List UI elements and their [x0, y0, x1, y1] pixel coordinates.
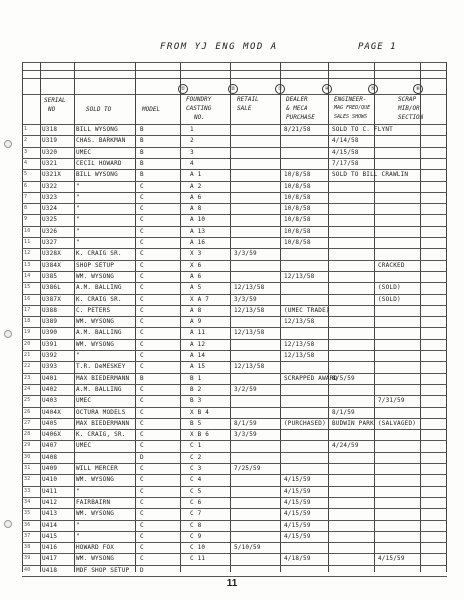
cell-dealer-purchase: 10/8/58: [284, 205, 311, 213]
cell-casting: B 2: [190, 385, 202, 393]
cell-scrap: CRACKED: [378, 261, 405, 269]
cell-serial: U324: [42, 205, 58, 213]
row-number: 31: [24, 465, 31, 471]
cell-dealer-purchase: 4/18/59: [284, 555, 311, 563]
cell-sold-to: ": [76, 521, 80, 529]
row-number: 21: [24, 352, 31, 358]
column-number: ③: [275, 84, 285, 94]
row-number: 34: [24, 498, 31, 505]
header-scrap-mib: MIB/OR: [398, 105, 420, 112]
cell-casting: C 4: [190, 476, 202, 484]
cell-serial: U320: [42, 148, 58, 156]
cell-model: C: [140, 476, 144, 484]
cell-sold-to: OCTURA MODELS: [76, 408, 126, 416]
page-title: FROM YJ ENG MOD A: [160, 42, 278, 52]
cell-model: C: [140, 352, 144, 359]
cell-casting: A 16: [190, 239, 206, 246]
cell-casting: A 10: [190, 216, 206, 224]
cell-model: C: [140, 193, 144, 201]
cell-model: C: [140, 532, 144, 540]
cell-dealer-purchase: 12/13/58: [284, 340, 315, 348]
row-number: 14: [24, 272, 31, 279]
row-number: 19: [24, 329, 31, 336]
cell-sold-to: WILL MERCER: [76, 465, 118, 472]
cell-retail-sale: 3/2/59: [234, 385, 257, 393]
cell-model: C: [140, 329, 144, 337]
cell-casting: C 5: [190, 487, 202, 495]
cell-model: C: [140, 419, 144, 427]
row-number: 9: [24, 216, 28, 223]
row-number: 16: [24, 295, 31, 302]
cell-serial: U414: [42, 521, 58, 529]
cell-sold-to: ": [76, 193, 80, 201]
cell-serial: U390: [42, 329, 58, 337]
cell-sold-to: ": [76, 239, 80, 246]
rule-line: [22, 94, 447, 95]
cell-model: C: [140, 205, 144, 213]
cell-serial: U322: [42, 182, 58, 190]
cell-casting: A 13: [190, 227, 206, 235]
cell-model: C: [140, 408, 144, 416]
cell-engineer: 7/17/58: [332, 159, 359, 167]
cell-serial: U411: [42, 487, 58, 495]
cell-serial: U409: [42, 465, 58, 472]
cell-scrap: (SOLD): [378, 284, 401, 292]
cell-casting: X 6: [190, 261, 202, 269]
cell-casting: A 6: [190, 193, 202, 201]
cell-sold-to: UMEC: [76, 442, 92, 450]
column-number: ④: [322, 84, 332, 94]
row-number: 13: [24, 261, 31, 268]
cell-serial: U319: [42, 137, 58, 145]
cell-casting: X A 7: [190, 295, 210, 303]
cell-model: B: [140, 126, 144, 133]
cell-casting: 3: [190, 148, 194, 156]
cell-retail-sale: 5/10/59: [234, 544, 261, 552]
cell-serial: U325: [42, 216, 58, 224]
cell-model: C: [140, 227, 144, 235]
row-number: 3: [24, 148, 28, 155]
row-number: 36: [24, 521, 31, 528]
cell-casting: A 5: [190, 284, 202, 292]
cell-serial: U412: [42, 498, 58, 506]
cell-model: C: [140, 397, 144, 405]
row-number: 7: [24, 193, 28, 200]
table-row: [0, 565, 464, 578]
cell-retail-sale: 7/25/59: [234, 465, 261, 472]
cell-retail-sale: 8/1/59: [234, 419, 257, 427]
row-number: 12: [24, 250, 31, 257]
cell-model: C: [140, 216, 144, 224]
cell-sold-to: K. CRAIG, SR.: [76, 431, 126, 439]
cell-model: C: [140, 487, 144, 495]
cell-casting: C 8: [190, 521, 202, 529]
cell-dealer-purchase: 12/13/58: [284, 272, 315, 280]
row-number: 11: [24, 239, 31, 245]
cell-retail-sale: 3/3/59: [234, 250, 257, 258]
header-engineer-sales: SALES SHOWS: [334, 114, 368, 120]
cell-casting: C 7: [190, 510, 202, 518]
cell-model: C: [140, 261, 144, 269]
cell-sold-to: A.M. BALLING: [76, 284, 122, 292]
cell-scrap: (SALVAGED): [378, 419, 417, 427]
cell-scrap: (SOLD): [378, 295, 401, 303]
cell-model: C: [140, 340, 144, 348]
row-number: 35: [24, 510, 31, 517]
row-number: 5: [24, 171, 28, 178]
rule-line: [22, 70, 447, 71]
cell-serial: U321: [42, 159, 58, 167]
cell-dealer-purchase: 10/8/58: [284, 171, 311, 179]
cell-sold-to: ": [76, 205, 80, 213]
cell-model: C: [140, 385, 144, 393]
cell-dealer-purchase: (PURCHASED): [284, 419, 326, 427]
cell-casting: A 12: [190, 340, 206, 348]
cell-retail-sale: 12/13/58: [234, 284, 265, 292]
cell-engineer: BUDWIN PARK: [332, 419, 374, 427]
cell-casting: A 1: [190, 171, 202, 179]
cell-sold-to: WM. WYSONG: [76, 318, 115, 326]
cell-sold-to: A.M. BALLING: [76, 329, 122, 337]
cell-model: C: [140, 510, 144, 518]
row-number: 1: [24, 126, 28, 132]
cell-model: C: [140, 555, 144, 563]
cell-scrap: 7/31/59: [378, 397, 405, 405]
cell-serial: U327: [42, 239, 58, 246]
cell-model: C: [140, 498, 144, 506]
cell-model: D: [140, 566, 144, 574]
cell-dealer-purchase: 4/15/59: [284, 487, 311, 495]
header-engineer: ENGINEER-: [334, 96, 367, 103]
cell-sold-to: WM. WYSONG: [76, 555, 115, 563]
cell-sold-to: UMEC: [76, 148, 92, 156]
cell-serial: U407: [42, 442, 58, 450]
cell-model: B: [140, 171, 144, 179]
cell-casting: 4: [190, 159, 194, 167]
cell-casting: A 6: [190, 272, 202, 280]
cell-dealer-purchase: 10/8/58: [284, 182, 311, 190]
cell-sold-to: WM. WYSONG: [76, 476, 115, 484]
row-number: 30: [24, 453, 31, 460]
rule-line: [22, 62, 447, 63]
cell-sold-to: ": [76, 532, 80, 540]
cell-serial: U402: [42, 385, 58, 393]
cell-sold-to: ": [76, 216, 80, 224]
cell-serial: U408: [42, 453, 58, 461]
cell-sold-to: MAX BIEDERMANN: [76, 374, 130, 382]
row-number: 24: [24, 385, 31, 392]
cell-casting: B 5: [190, 419, 202, 427]
cell-dealer-purchase: 8/21/58: [284, 126, 311, 133]
cell-sold-to: C. PETERS: [76, 306, 111, 314]
cell-sold-to: WM. WYSONG: [76, 340, 115, 348]
cell-serial: U404X: [42, 408, 62, 416]
cell-dealer-purchase: 4/15/59: [284, 498, 311, 506]
cell-casting: X 3: [190, 250, 202, 258]
cell-serial: U403: [42, 397, 58, 405]
row-number: 10: [24, 227, 31, 234]
cell-sold-to: T.R. DeMESKEY: [76, 363, 126, 371]
header-model: MODEL: [142, 106, 161, 113]
cell-dealer-purchase: SCRAPPED AWARD: [284, 374, 338, 382]
cell-model: C: [140, 442, 144, 450]
row-number: 4: [24, 159, 28, 166]
cell-casting: A 15: [190, 363, 206, 371]
cell-sold-to: HOWARD FOX: [76, 544, 115, 552]
row-number: 17: [24, 306, 31, 313]
cell-model: C: [140, 250, 144, 258]
row-number: 32: [24, 476, 31, 483]
cell-casting: B 3: [190, 397, 202, 405]
cell-sold-to: BILL WYSONG: [76, 126, 118, 133]
cell-sold-to: K. CRAIG SR.: [76, 250, 122, 258]
cell-model: C: [140, 363, 144, 371]
cell-sold-to: MDF SHOP SETUP: [76, 566, 130, 574]
cell-casting: C 2: [190, 453, 202, 461]
header-dealer: DEALER: [286, 96, 308, 103]
cell-sold-to: CECIL HOWARD: [76, 159, 122, 167]
row-number: 26: [24, 408, 31, 415]
cell-dealer-purchase: 10/8/58: [284, 227, 311, 235]
cell-model: C: [140, 306, 144, 314]
row-number: 33: [24, 487, 31, 494]
cell-serial: U410: [42, 476, 58, 484]
cell-serial: U386L: [42, 284, 62, 292]
cell-dealer-purchase: 12/13/58: [284, 318, 315, 326]
cell-model: C: [140, 272, 144, 280]
cell-retail-sale: 12/13/58: [234, 363, 265, 371]
cell-sold-to: BILL WYSONG: [76, 171, 118, 179]
cell-engineer: 4/15/58: [332, 148, 359, 156]
cell-dealer-purchase: 10/8/58: [284, 239, 311, 246]
cell-serial: U328X: [42, 250, 62, 258]
cell-model: B: [140, 148, 144, 156]
cell-serial: U416: [42, 544, 58, 552]
header-serial-no: NO: [48, 106, 56, 113]
row-number: 39: [24, 555, 31, 562]
cell-serial: U321X: [42, 171, 62, 179]
cell-casting: A 2: [190, 182, 202, 190]
cell-serial: U326: [42, 227, 58, 235]
row-number: 29: [24, 442, 31, 449]
cell-model: B: [140, 137, 144, 145]
cell-casting: C 3: [190, 465, 202, 472]
cell-retail-sale: 3/3/59: [234, 431, 257, 439]
row-number: 38: [24, 544, 31, 551]
cell-dealer-purchase: 4/15/59: [284, 521, 311, 529]
cell-casting: 1: [190, 126, 194, 133]
cell-dealer-purchase: 10/8/58: [284, 216, 311, 224]
cell-casting: C 9: [190, 532, 202, 540]
cell-dealer-purchase: (UMEC TRADE): [284, 306, 330, 314]
cell-sold-to: ": [76, 352, 80, 359]
cell-model: C: [140, 521, 144, 529]
cell-serial: U387X: [42, 295, 62, 303]
cell-model: D: [140, 453, 144, 461]
cell-serial: U405: [42, 419, 58, 427]
cell-engineer: 4/14/58: [332, 137, 359, 145]
cell-dealer-purchase: 4/15/59: [284, 510, 311, 518]
cell-serial: U392: [42, 352, 58, 359]
cell-retail-sale: 12/13/58: [234, 306, 265, 314]
cell-sold-to: ": [76, 227, 80, 235]
rule-line: [22, 78, 447, 79]
cell-serial: U393: [42, 363, 58, 371]
cell-sold-to: WM. WYSONG: [76, 510, 115, 518]
header-dealer-purchase: PURCHASE: [286, 114, 315, 121]
column-number: ①: [178, 84, 188, 94]
cell-sold-to: CHAS. BARKMAN: [76, 137, 126, 145]
row-number: 40: [24, 566, 31, 573]
cell-engineer: 8/5/59: [332, 374, 355, 382]
cell-sold-to: ": [76, 182, 80, 190]
cell-dealer-purchase: 4/15/59: [284, 476, 311, 484]
cell-scrap: 4/15/59: [378, 555, 405, 563]
cell-model: C: [140, 431, 144, 439]
cell-serial: U415: [42, 532, 58, 540]
row-number: 6: [24, 182, 28, 189]
cell-casting: X B 6: [190, 431, 210, 439]
cell-serial: U389: [42, 318, 58, 326]
cell-serial: U417: [42, 555, 58, 563]
page-number: 11: [226, 578, 238, 589]
cell-dealer-purchase: 12/13/58: [284, 352, 315, 359]
cell-casting: A 11: [190, 329, 206, 337]
cell-casting: B 1: [190, 374, 202, 382]
row-number: 18: [24, 318, 31, 325]
column-number: ⑤: [368, 84, 378, 94]
header-sold-to: SOLD TO: [86, 106, 112, 113]
cell-engineer: SOLD TO C. FLYNT: [332, 126, 393, 133]
cell-engineer: 8/1/59: [332, 408, 355, 416]
header-retail-sale: SALE: [237, 105, 252, 112]
cell-serial: U418: [42, 566, 58, 574]
cell-casting: A 8: [190, 306, 202, 314]
header-foundry: FOUNDRY: [186, 96, 212, 103]
cell-sold-to: SHOP SETUP: [76, 261, 115, 269]
header-dealer-meca: & MECA: [286, 105, 308, 112]
cell-model: C: [140, 182, 144, 190]
cell-model: C: [140, 239, 144, 246]
cell-dealer-purchase: 4/15/59: [284, 532, 311, 540]
row-number: 37: [24, 532, 31, 539]
column-number: ⑥: [413, 84, 423, 94]
cell-serial: U385: [42, 272, 58, 280]
cell-sold-to: WM. WYSONG: [76, 272, 115, 280]
cell-serial: U391: [42, 340, 58, 348]
cell-model: B: [140, 374, 144, 382]
cell-casting: A 8: [190, 205, 202, 213]
cell-sold-to: ": [76, 487, 80, 495]
cell-model: C: [140, 318, 144, 326]
cell-serial: U413: [42, 510, 58, 518]
cell-serial: U384X: [42, 261, 62, 269]
cell-retail-sale: 12/13/58: [234, 329, 265, 337]
cell-casting: 2: [190, 137, 194, 145]
cell-casting: C 10: [190, 544, 206, 552]
cell-serial: U388: [42, 306, 58, 314]
cell-casting: C 11: [190, 555, 206, 563]
header-engineer-mag: MAG FRED/QUE: [334, 105, 371, 111]
cell-sold-to: MAX BIEDERMANN: [76, 419, 130, 427]
row-number: 23: [24, 374, 31, 381]
cell-sold-to: FAIRBAIRN: [76, 498, 111, 506]
page-label: PAGE 1: [358, 42, 397, 52]
cell-retail-sale: 3/3/59: [234, 295, 257, 303]
cell-model: C: [140, 284, 144, 292]
row-number: 22: [24, 363, 31, 370]
row-number: 15: [24, 284, 31, 291]
header-scrap: SCRAP: [398, 96, 417, 103]
row-number: 2: [24, 137, 28, 144]
row-number: 25: [24, 397, 31, 404]
header-serial: SERIAL: [44, 97, 66, 104]
cell-casting: A 14: [190, 352, 206, 359]
cell-model: C: [140, 295, 144, 303]
cell-model: B: [140, 159, 144, 167]
cell-casting: C 6: [190, 498, 202, 506]
header-retail: RETAIL: [237, 96, 259, 103]
cell-serial: U401: [42, 374, 58, 382]
cell-sold-to: UMEC: [76, 397, 92, 405]
row-number: 27: [24, 419, 31, 426]
cell-dealer-purchase: 10/8/58: [284, 193, 311, 201]
cell-serial: U406X: [42, 431, 62, 439]
row-number: 8: [24, 205, 28, 212]
cell-engineer: 4/24/59: [332, 442, 359, 450]
cell-model: C: [140, 544, 144, 552]
cell-sold-to: A.M. BALLING: [76, 385, 122, 393]
cell-model: C: [140, 465, 144, 472]
cell-engineer: SOLD TO BILL CRAWLIN: [332, 171, 409, 179]
cell-serial: U323: [42, 193, 58, 201]
cell-casting: C 1: [190, 442, 202, 450]
row-number: 20: [24, 340, 31, 347]
column-number: ②: [228, 84, 238, 94]
cell-casting: A 9: [190, 318, 202, 326]
cell-casting: X B 4: [190, 408, 210, 416]
header-casting: CASTING: [186, 105, 212, 112]
row-number: 28: [24, 431, 31, 438]
header-casting-no: NO.: [194, 114, 205, 121]
cell-sold-to: K. CRAIG SR.: [76, 295, 122, 303]
cell-serial: U318: [42, 126, 58, 133]
header-scrap-section: SECTION: [398, 114, 424, 121]
